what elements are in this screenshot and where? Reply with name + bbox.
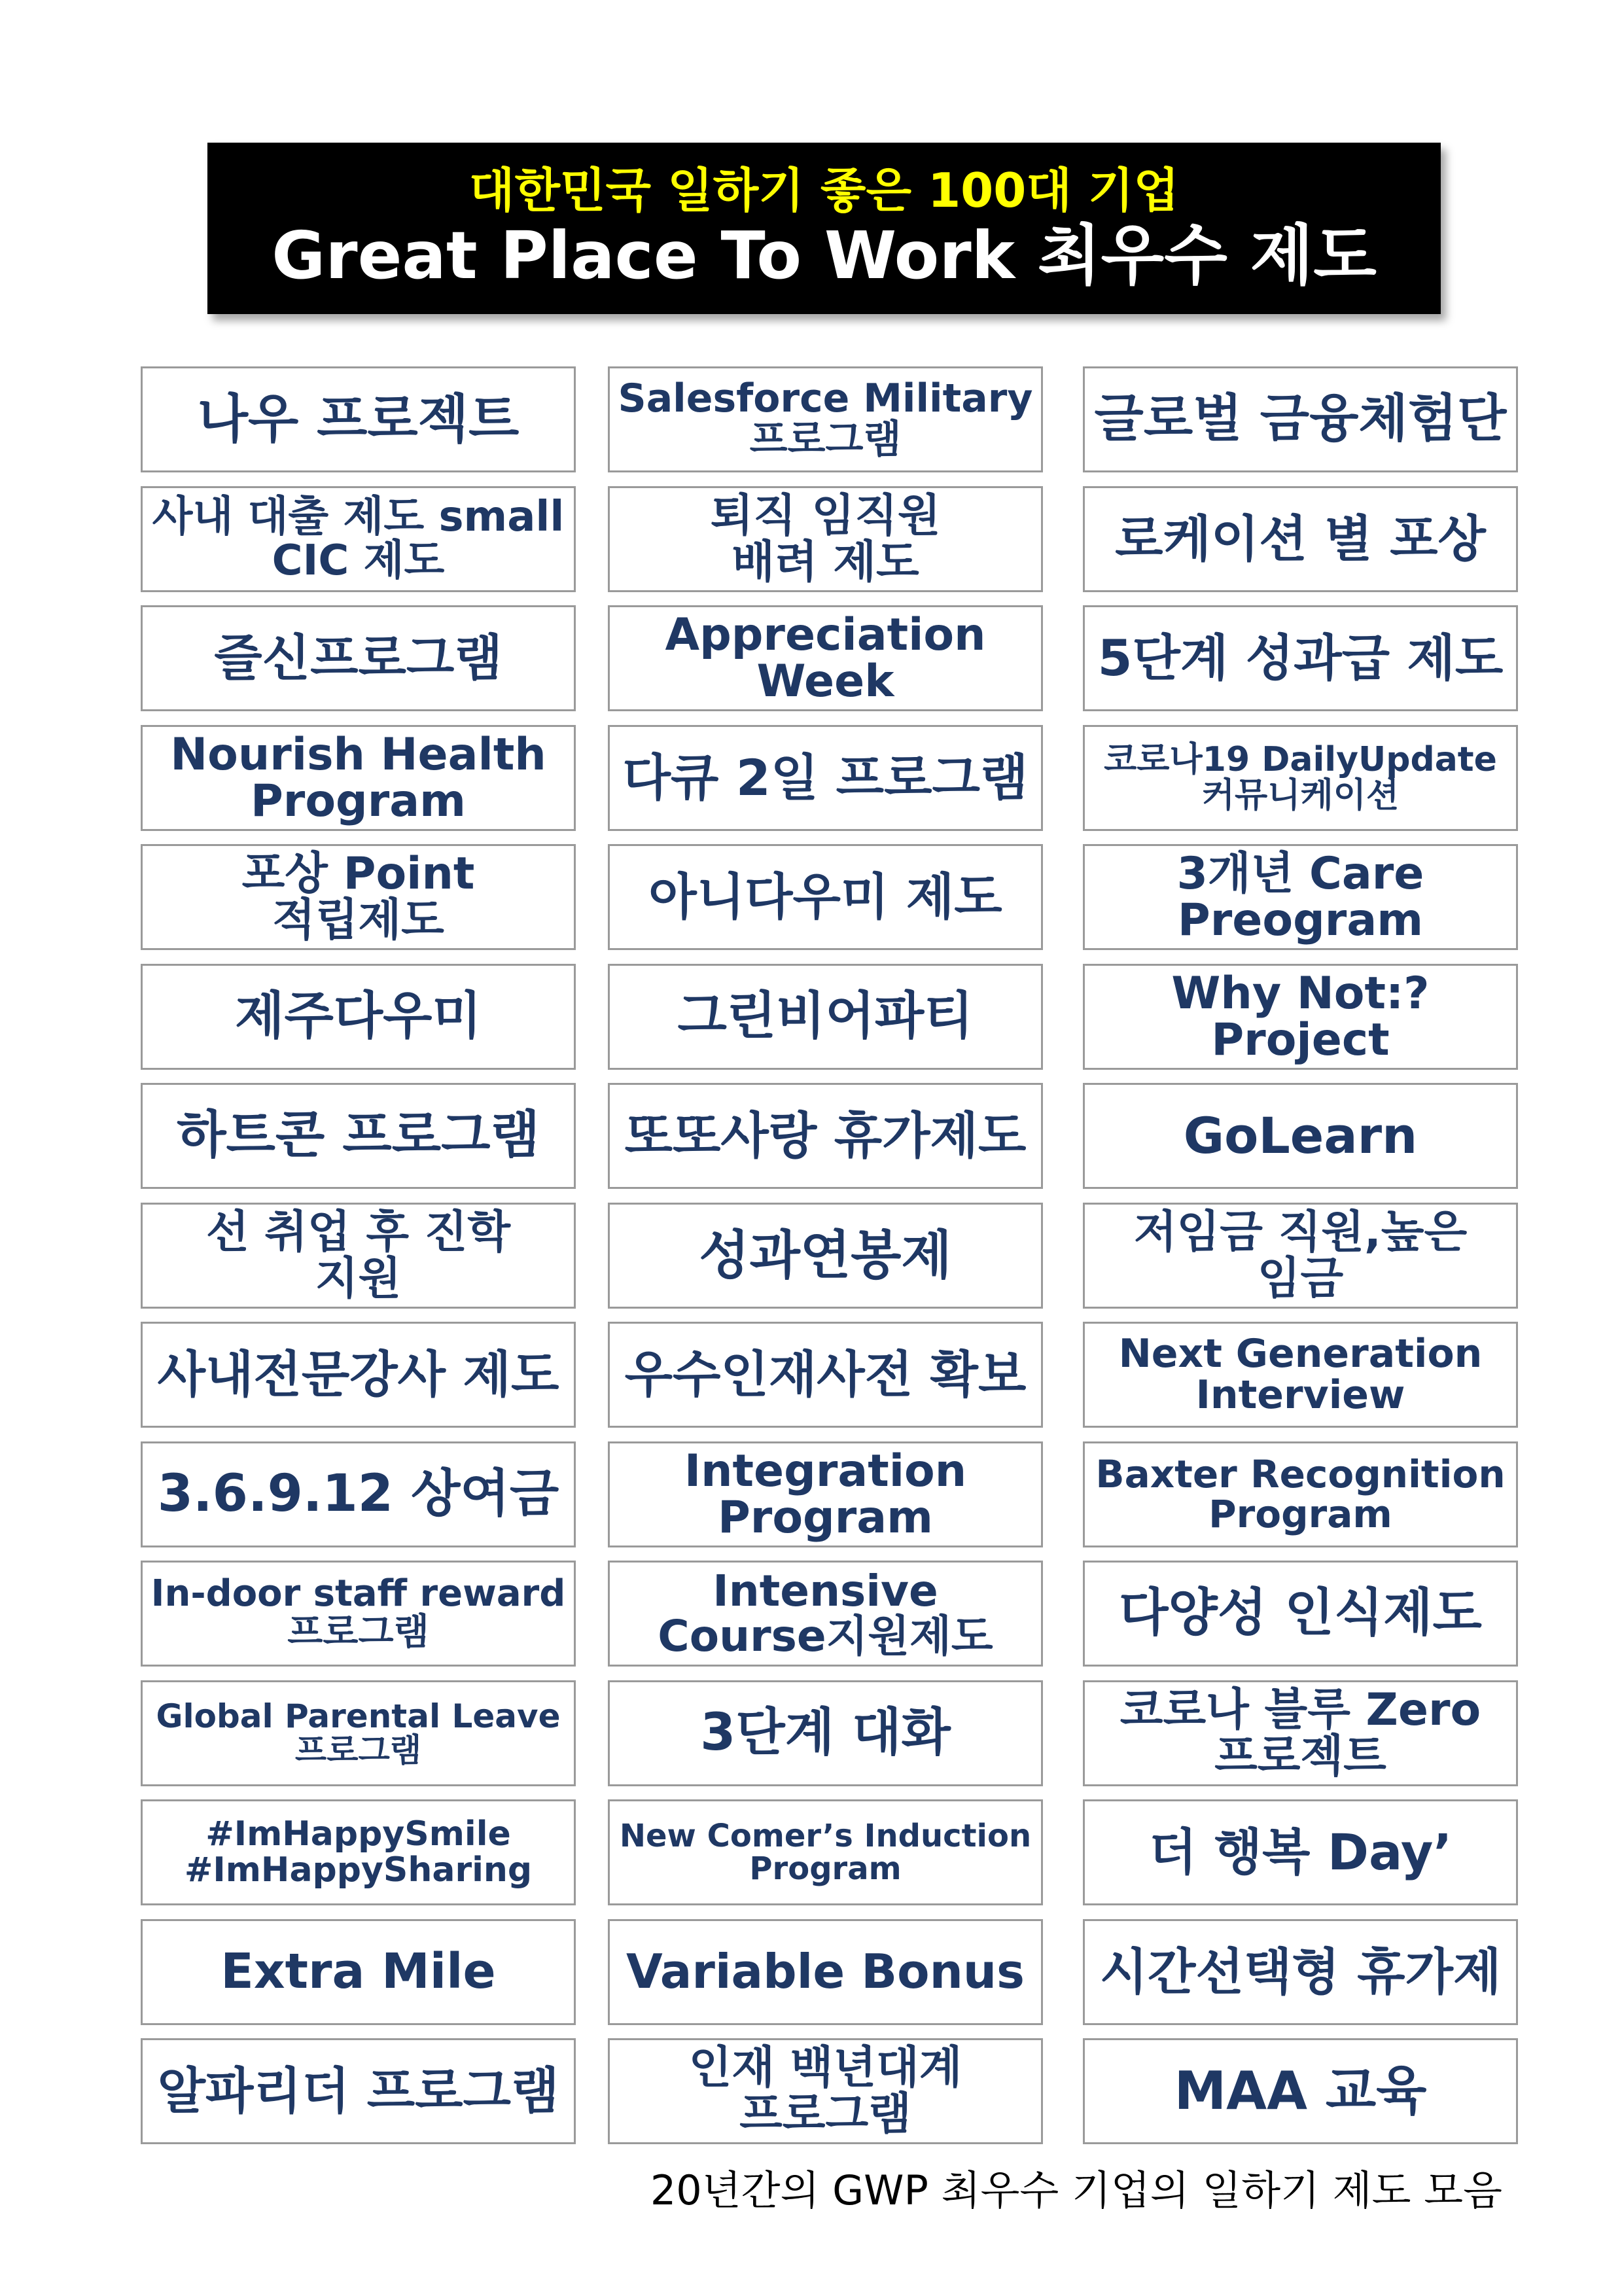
program-card [1083, 1083, 1518, 1189]
program-card [141, 1203, 576, 1309]
program-label: 5단계 성과급 제도 [1097, 629, 1504, 688]
program-label: 성과연봉제 [699, 1225, 952, 1286]
program-card [608, 1441, 1043, 1547]
program-card [608, 1322, 1043, 1428]
program-card [141, 844, 576, 950]
program-label: Nourish Health Program [170, 728, 546, 827]
program-card [608, 366, 1043, 472]
footer-caption: 20년간의 GWP 최우수 기업의 일하기 제도 모음 [650, 2166, 1502, 2214]
program-card [1083, 1561, 1518, 1667]
program-label: 로케이션 별 포상 [1115, 510, 1486, 569]
program-label: 코로나 블루 Zero 프로젝트 [1120, 1684, 1481, 1782]
program-card [1083, 486, 1518, 592]
program-card [1083, 1441, 1518, 1547]
program-card [608, 1203, 1043, 1309]
program-label: 그린비어파티 [677, 987, 974, 1046]
program-card [141, 1083, 576, 1189]
program-label: 글로벌 금융체험단 [1094, 389, 1507, 449]
program-label: 포상 Point 적립제도 [241, 847, 475, 946]
program-card [608, 964, 1043, 1070]
program-card [141, 1919, 576, 2025]
program-label: 즐신프로그램 [214, 629, 502, 688]
program-card [141, 725, 576, 831]
program-label: 제주다우미 [235, 987, 482, 1046]
program-label: Appreciation Week [665, 609, 986, 707]
program-card [608, 725, 1043, 831]
program-label: #ImHappySmile #ImHappySharing [184, 1814, 533, 1890]
program-card [141, 1561, 576, 1667]
program-card [608, 605, 1043, 711]
program-label: 다양성 인식제도 [1119, 1583, 1482, 1643]
program-label: 하트콘 프로그램 [177, 1106, 540, 1165]
banner-subtitle: 대한민국 일하기 좋은 100대 기업 [468, 163, 1180, 219]
program-label: New Comer’s Induction Program [619, 1817, 1032, 1887]
program-label: Baxter Recognition Program [1095, 1452, 1506, 1536]
program-label: Salesforce Military 프로그램 [618, 376, 1033, 463]
program-label: 3.6.9.12 상여금 [157, 1464, 559, 1524]
program-label: 3개년 Care Preogram [1176, 847, 1424, 946]
program-card [1083, 1799, 1518, 1905]
program-card [141, 1441, 576, 1547]
program-label: 더 행복 Day’ [1148, 1823, 1453, 1882]
program-card [1083, 1680, 1518, 1786]
program-card [141, 366, 576, 472]
program-card [1083, 964, 1518, 1070]
program-card [608, 844, 1043, 950]
program-label: 선 취업 후 진학 지원 [205, 1206, 511, 1305]
program-label: 인재 백년대계 프로그램 [688, 2041, 962, 2140]
program-label: GoLearn [1183, 1106, 1418, 1165]
program-label: 다큐 2일 프로그램 [622, 749, 1029, 807]
program-card [608, 1561, 1043, 1667]
program-label: 또또사랑 휴가제도 [624, 1106, 1027, 1165]
program-label: Global Parental Leave 프로그램 [156, 1697, 561, 1769]
program-label: Intensive Course지원제도 [658, 1565, 993, 1661]
program-label: 저임금 직원,높은 임금 [1133, 1206, 1468, 1305]
program-label: 알파리더 프로그램 [157, 2062, 559, 2121]
program-label: 사내 대출 제도 small CIC 제도 [152, 492, 565, 585]
program-label: In-door staff reward 프로그램 [150, 1572, 566, 1653]
program-card [608, 1919, 1043, 2025]
program-label: 3단계 대화 [700, 1703, 951, 1763]
program-label: Extra Mile [220, 1943, 496, 2000]
program-label: Variable Bonus [626, 1944, 1025, 2000]
program-card [141, 1680, 576, 1786]
program-label: 시간선택형 휴가제 [1099, 1943, 1502, 2002]
program-label: MAA 교육 [1174, 2060, 1427, 2121]
program-label: Next Generation Interview [1118, 1331, 1483, 1418]
program-card [141, 964, 576, 1070]
program-label: 사내전문강사 제도 [157, 1345, 559, 1404]
program-label: 우수인재사전 확보 [624, 1345, 1027, 1404]
program-label: 나우 프로젝트 [197, 389, 520, 450]
program-card [1083, 725, 1518, 831]
program-card [141, 2038, 576, 2144]
program-card [1083, 2038, 1518, 2144]
banner-title: Great Place To Work 최우수 제도 [272, 217, 1377, 294]
program-card [141, 1322, 576, 1428]
program-card [1083, 1322, 1518, 1428]
program-card [141, 605, 576, 711]
program-card [1083, 844, 1518, 950]
program-card [1083, 1203, 1518, 1309]
program-card [608, 1083, 1043, 1189]
program-label: 코로나19 DailyUpdate 커뮤니케이션 [1104, 740, 1497, 815]
program-card [1083, 1919, 1518, 2025]
program-label: 퇴직 임직원 배려 제도 [710, 489, 941, 588]
program-card [608, 486, 1043, 592]
program-card [608, 1799, 1043, 1905]
program-card [141, 1799, 576, 1905]
program-card [608, 2038, 1043, 2144]
program-card [141, 486, 576, 592]
program-label: Why Not:? Project [1171, 967, 1430, 1066]
program-card [1083, 605, 1518, 711]
program-card [1083, 366, 1518, 472]
program-card [608, 1680, 1043, 1786]
program-label: 아니다우미 제도 [648, 868, 1002, 927]
program-label: Integration Program [684, 1445, 967, 1544]
